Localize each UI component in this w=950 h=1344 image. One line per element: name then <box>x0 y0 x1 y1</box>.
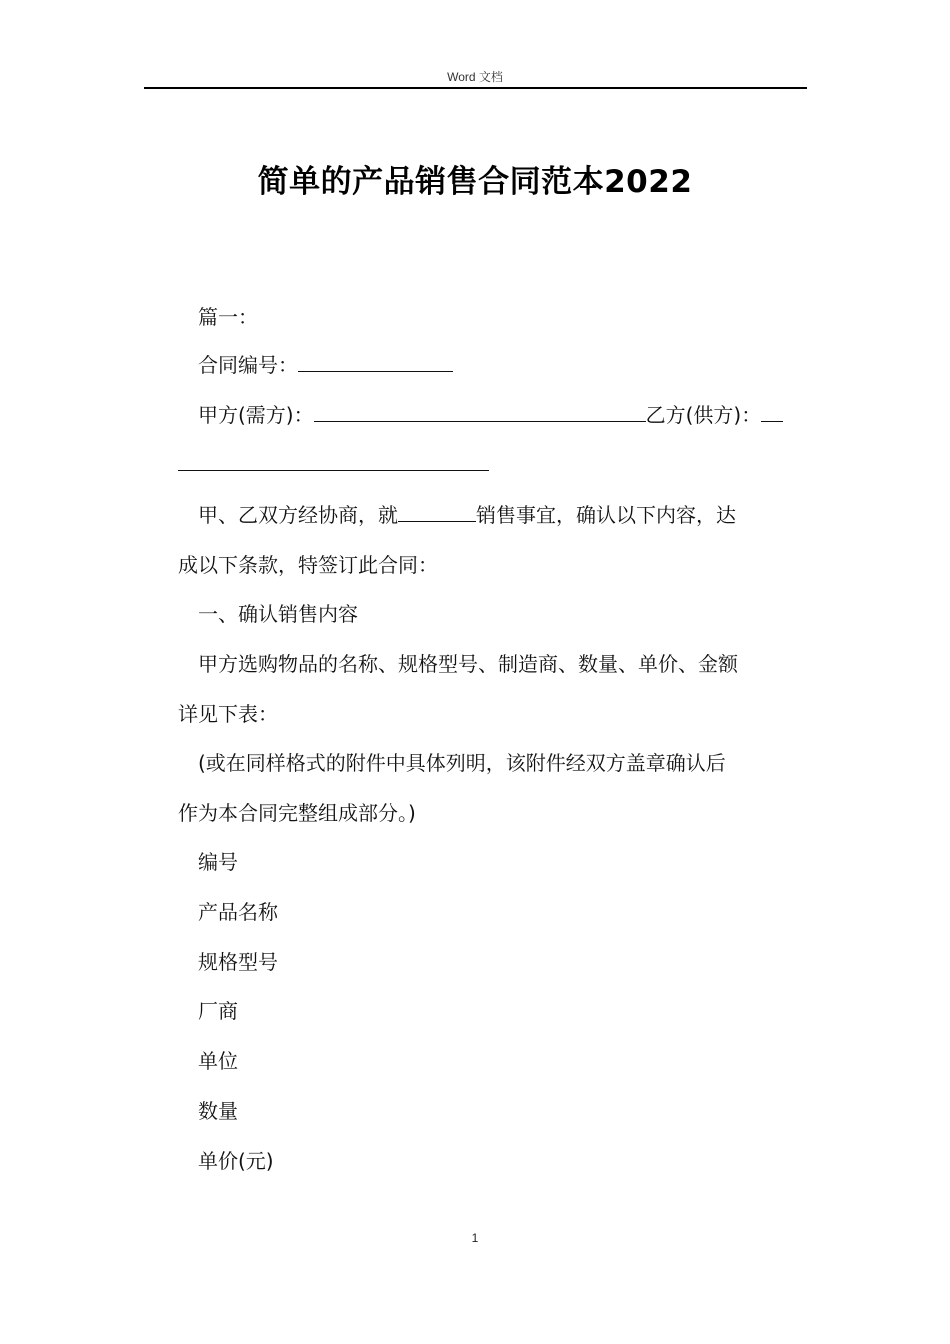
table-header-item: 厂商 <box>198 999 238 1023</box>
intro-text-part2: 销售事宜，确认以下内容，达 <box>476 503 736 527</box>
table-header-item: 单位 <box>198 1049 238 1073</box>
section-label: 篇一： <box>198 305 258 329</box>
page-number: 1 <box>471 1231 479 1245</box>
party-b-blank-start <box>761 403 783 422</box>
intro-paragraph-line2: 成以下条款，特签订此合同： <box>178 553 438 577</box>
party-b-blank-continued <box>178 452 489 471</box>
party-a-blank <box>314 403 646 422</box>
intro-paragraph-line1 <box>198 502 828 528</box>
document-title: 简单的产品销售合同范本2022 <box>257 164 693 200</box>
table-header-item: 产品名称 <box>198 900 278 924</box>
party-b-blank-line <box>178 451 808 477</box>
clause1-heading: 一、确认销售内容 <box>198 602 358 626</box>
product-blank <box>398 503 476 522</box>
table-header-item: 单价(元) <box>198 1149 274 1173</box>
contract-number-label: 合同编号： <box>198 353 298 377</box>
clause1-text-line1: 甲方选购物品的名称、规格型号、制造商、数量、单价、金额 <box>198 652 738 676</box>
table-header-item: 编号 <box>198 850 238 874</box>
header-divider <box>144 87 807 89</box>
clause1-text-line2: 详见下表： <box>178 702 278 726</box>
contract-number-blank <box>298 353 453 372</box>
party-a-label: 甲方(需方)： <box>198 403 314 427</box>
contract-number-line <box>198 352 828 378</box>
page-header-text: Word 文档 <box>447 70 503 84</box>
note-line2: 作为本合同完整组成部分。) <box>178 801 416 825</box>
table-header-item: 规格型号 <box>198 950 278 974</box>
note-line1: (或在同样格式的附件中具体列明，该附件经双方盖章确认后 <box>198 751 726 775</box>
intro-text-part1: 甲、乙双方经协商，就 <box>198 503 398 527</box>
party-b-label: 乙方(供方)： <box>645 403 762 427</box>
parties-line <box>198 402 828 428</box>
table-header-item: 数量 <box>198 1099 238 1123</box>
